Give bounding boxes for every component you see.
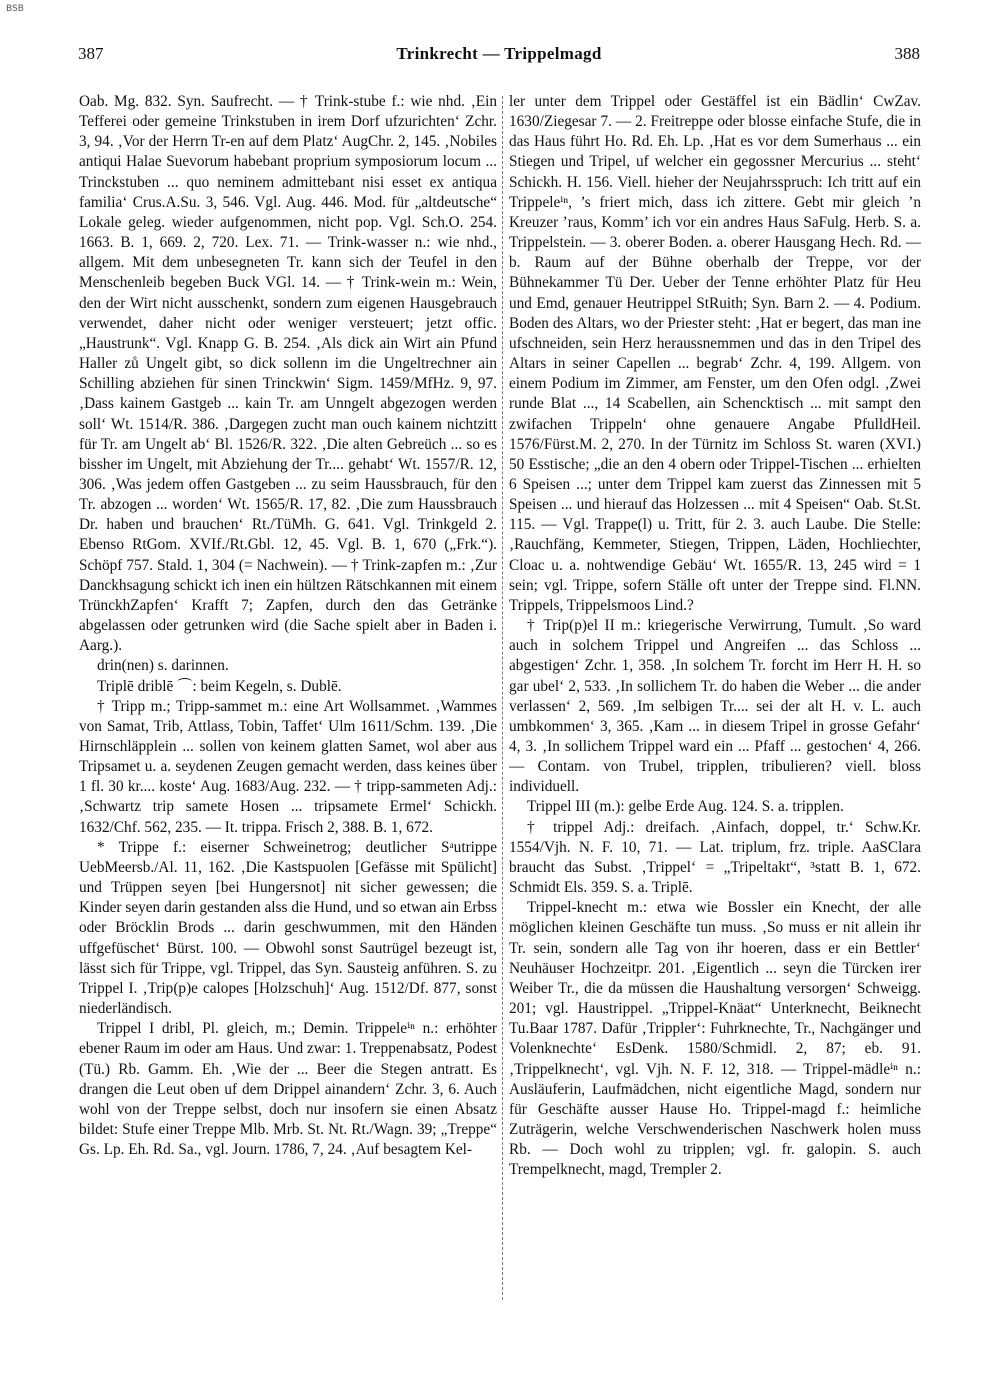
paragraph: Oab. Mg. 832. Syn. Saufrecht. — † Trink-stube f.: wie nhd. ‚Ein Tefferei oder gemeine Trinkstuben in irem Dorf ufzurichten‘ Zchr. 3, 94. ‚Vor der Herrn Tr-en auf dem Platz‘ AugChr. 2, 145. ‚Nobiles antiqui Halae Suevorum habebant proprium symposiorum locum ... Trinckstuben ... quo neminem admittebant nisi esset ex antiqua familia‘ Crus.A.Su. 3, 546. Vgl. Aug. 446. Mod. für „altdeutsche“ Lokale geleg. wieder aufgenommen, nicht pop. Vgl. Sch.O. 254. 1663. B. 1, 669. 2, 720. Lex. 71. — Trink-wasser n.: wie nhd., allgem. Mit dem unbesegneten Tr. kann sich der Teufel in den Menschenleib begeben Buck VGl. 14. — † Trink-wein m.: Wein, den der Wirt nicht ausschenkt, sondern zum eigenen Hausgebrauch verwendet, daher nicht oder weniger versteuert; jetzt offic. „Haustrunk“. Vgl. Knapp G. B. 254. ‚Als dick ain Wirt ain Pfund Haller zů Ungelt gibt, so dick sollenn im die Ungeltrechner ain Schilling abziehen für sinen Trinckwin‘ Sigm. 1459/MfHz. 9, 97. ‚Dass kainem Gastgeb ... kain Tr. am Unngelt abgezogen werden soll‘ Wt. 1514/R. 386. ‚Dargegen zucht man ouch kainem nichtzitt für Tr. am Ungelt ab‘ Bl. 1526/R. 322. ‚Die alten Gebreüch ... so es bissher im Ungelt, mit Abziehung der Tr.... gehabt‘ Wt. 1557/R. 12, 306. ‚Was jedem offen Gastgeben ... zu seim Haussbrauch, für den Tr. abzogen ... worden‘ Wt. 1565/R. 17, 82. ‚Die zum Haussbrauch Dr. haben und brauchen‘ Rt./TüMh. G. 641. Vgl. Trinkgeld 2. Ebenso RtGom. XVIf./Rt.Gbl. 12, 45. Vgl. B. 1, 670 („Frk.“). Schöpf 757. Stald. 1, 304 (= Nachwein). — † Trink-zapfen m.: ‚Zur Danckhsagung schickt ich inen ein hültzen Rätschkannen mit einem TrünckhZapfen‘ Krafft 7; Zapfen, durch den das Getränke abgelassen oder getrunken wird (die Sache spielt aber in Baden i. Aarg.).	[79, 93, 497, 655]
dictionary-entry: Trippel-knecht m.: etwa wie Bossler ein Knecht, der alle möglichen kleinen Geschäfte tun muss. ‚So muss er nit allein ihr Tr. sein, sondern alle Tag von ihr hoeren, dass er ein Bettler‘ Neuhäuser Hochzeitpr. 201. ‚Eigentlich ... seyn die Türcken irer Weiber Tr., die da müssen die Haushaltung versorgen‘ Schweigg. 201; vgl. Haustrippel. „Trippel-Knäat“ Unterknecht, Beiknecht Tu.Baar 1787. Dafür ‚Trippler‘: Fuhrknechte, Tr., Nachgänger und Volenknechte‘ EsDenk. 1580/Schmidl. 2, 87; eb. 91. ‚Trippelknecht‘, vgl. Vjh. N. F. 12, 318. — Trippel-mädleⁱⁿ n.: Ausläuferin, Laufmädchen, nicht eigentliche Magd, sondern nur für Geschäfte ausser Hause Ho. Trippel-magd f.: heimliche Zuträgerin, welche Verschwenderischen Naschwerk holen muss Rb. — Doch wohl zu tripplen; vgl. fr. galopin. S. auch Trempelknecht, magd, Trempler 2.	[509, 899, 921, 1179]
page-number-left: 387	[78, 44, 104, 63]
dictionary-entry: Trippel III (m.): gelbe Erde Aug. 124. S. a. tripplen.	[527, 798, 844, 816]
running-title: Trinkrecht — Trippelmagd	[396, 44, 602, 63]
dictionary-entry: † Tripp m.; Tripp-sammet m.: eine Art Wollsammet. ‚Wammes von Samat, Trib, Attlass, Tobin, Taffet‘ Ulm 1611/Schm. 139. ‚Die Hirnschläpplein ... sollen von keinem glatten Samet, wol aber aus Tripsamet u. a. seydenen Zeugen gemacht werden, dass keines über 1 fl. 30 kr.... koste‘ Aug. 1683/Aug. 232. — † tripp-sammeten Adj.: ‚Schwartz trip samete Hosen ... tripsamete Ermel‘ Schickh. 1632/Chf. 562, 235. — It. trippa. Frisch 2, 388. B. 1, 672.	[79, 697, 497, 836]
page-number-right: 388	[894, 44, 920, 63]
dictionary-entry: * Trippe f.: eiserner Schweinetrog; deutlicher Sᵃutrippe UebMeersb./Al. 11, 162. ‚Die Kastspuolen [Gefässe mit Spülicht] und Trüppen seyen [bei Hungersnot] nit sicher gewessen; die Kinder seyen darin gestanden alss die Hund, und so etwan ain Erbss oder Bröcklin Brods ... darin geschwummen, mit den Händen uffgefüschet‘ Bürst. 100. — Obwohl sonst Sautrügel bezeugt ist, lässt sich für Trippe, vgl. Trippel, das Syn. Sausteig anführen. S. zu Trippel I. ‚Trip(p)e calopes [Holzschuh]‘ Aug. 1512/Df. 877, sonst niederländisch.	[79, 838, 497, 1018]
dictionary-entry: Triplē driblē ⌒: beim Kegeln, s. Dublē.	[97, 677, 342, 695]
dictionary-entry: † trippel Adj.: dreifach. ‚Ainfach, doppel, tr.‘ Schw.Kr. 1554/Vjh. N. F. 10, 71. — Lat. triplum, frz. triple. AaSClara braucht das Subst. ‚Trippel‘ = „Tripeltakt“, ³statt B. 1, 672. Schmidt Els. 359. S. a. Triplē.	[509, 818, 921, 897]
dictionary-entry: Trippel I dribl, Pl. gleich, m.; Demin. Trippeleⁱⁿ n.: erhöhter ebener Raum im oder am Haus. Und zwar: 1. Treppenabsatz, Podest (Tü.) Rb. Gamm. Eh. ‚Wie der ... Beer die Stegen antratt. Es drangen die Leut oben uf dem Drippel ainandern‘ Zchr. 3, 6. Auch wohl von der Treppe selbst, doch nur insofern sie einen Absatz bildet: Stufe einer Treppe Mlb. Mrb. St. Nt. Rt./Wagn. 39; „Treppe“ Gs. Lp. Eh. Rd. Sa., vgl. Journ. 1786, 7, 24. ‚Auf besagtem Kel-	[79, 1020, 497, 1159]
column-divider	[502, 96, 503, 1300]
right-column	[509, 92, 921, 1360]
library-stamp: BSB	[6, 4, 24, 14]
left-column	[79, 92, 497, 1360]
page-header	[78, 44, 920, 74]
dictionary-entry: † Trip(p)el II m.: kriegerische Verwirrung, Tumult. ‚So ward auch in solchem Trippel und Angreifen ... das Schloss ... abgestigen‘ Zchr. 1, 358. ‚In solchem Tr. forcht im Herr H. H. so gar ubel‘ 2, 533. ‚In sollichem Tr. do haben die Weber ... die ander verlassen‘ 2, 569. ‚Im selbigen Tr.... sei der alt H. v. L. auch umbkommen‘ 3, 365. ‚Kam ... in diesem Tripel in grosse Gefahr‘ 4, 3. ‚In sollichem Trippel ward ein ... Pfaff ... gestochen‘ 4, 266. — Contam. von Trubel, tripplen, tribulieren? viell. bloss individuell.	[509, 617, 921, 796]
dictionary-entry: drin(nen) s. darinnen.	[97, 657, 229, 675]
paragraph: ler unter dem Trippel oder Gestäffel ist ein Bädlin‘ CwZav. 1630/Ziegesar 7. — 2. Freitreppe oder blosse einfache Stufe, die in das Haus führt Ho. Rd. Eh. Lp. ‚Hat es vor dem Sumerhaus ... ein Stiegen und Tripel, uf welcher ein gegossner Mercurius ... steht‘ Schickh. H. 156. Viell. hieher der Neujahrsspruch: Ich tritt auf ein Trippeleⁱⁿ, ’s friert mich, dass ich zittere. Gebt mir gleich ’n Kreuzer ’raus, Komm’ ich vor ein andres Haus SaFulg. Herb. S. a. Trippelstein. — 3. oberer Boden. a. oberer Hausgang Hech. Rd. — b. Raum auf der Bühne oberhalb der Treppe, vor der Bühnekammer Tü Der. Ueber der Tenne erhöhter Platz für Heu und Emd, genauer Heutrippel StRuith; Syn. Barn 2. — 4. Podium. Boden des Altars, wo der Priester steht: ‚Hat er begert, das man ine ufschneiden, sein Herz heraussnemmen und das in den Tripel des Altars in seiner Capellen ... begrab‘ Zchr. 4, 199. Allgem. von einem Podium im Zimmer, am Fenster, um den Ofen odgl. ‚Zwei runde Blat ..., 14 Scabellen, ain Schencktisch ... mit sampt den zwifachen Trippeln‘ ohne genauere Angabe PfulldHeil. 1576/Fürst.M. 2, 270. In der Türnitz im Schloss St. waren (XVI.) 50 Esstische; „die an den 4 obern oder Trippel-Tischen ... erhielten 6 Speisen ...; unter dem Trippel kam zuerst das Zinnessen mit 5 Speisen ... und hierauf das Holzessen ... mit 4 Speisen“ Oab. St.St. 115. — Vgl. Trappe(l) u. Tritt, für 2. 3. auch Laube. Die Stelle: ‚Rauchfäng, Kemmeter, Stiegen, Trippen, Läden, Hochliechter, Cloac u. a. nohtwendige Gebäu‘ Wt. 1655/R. 13, 245 wird = 1 sein; vgl. Trippe, sofern Ställe oft unter der Treppe sind. Fl.NN. Trippels, Trippelsmoos Lind.?	[509, 93, 921, 614]
